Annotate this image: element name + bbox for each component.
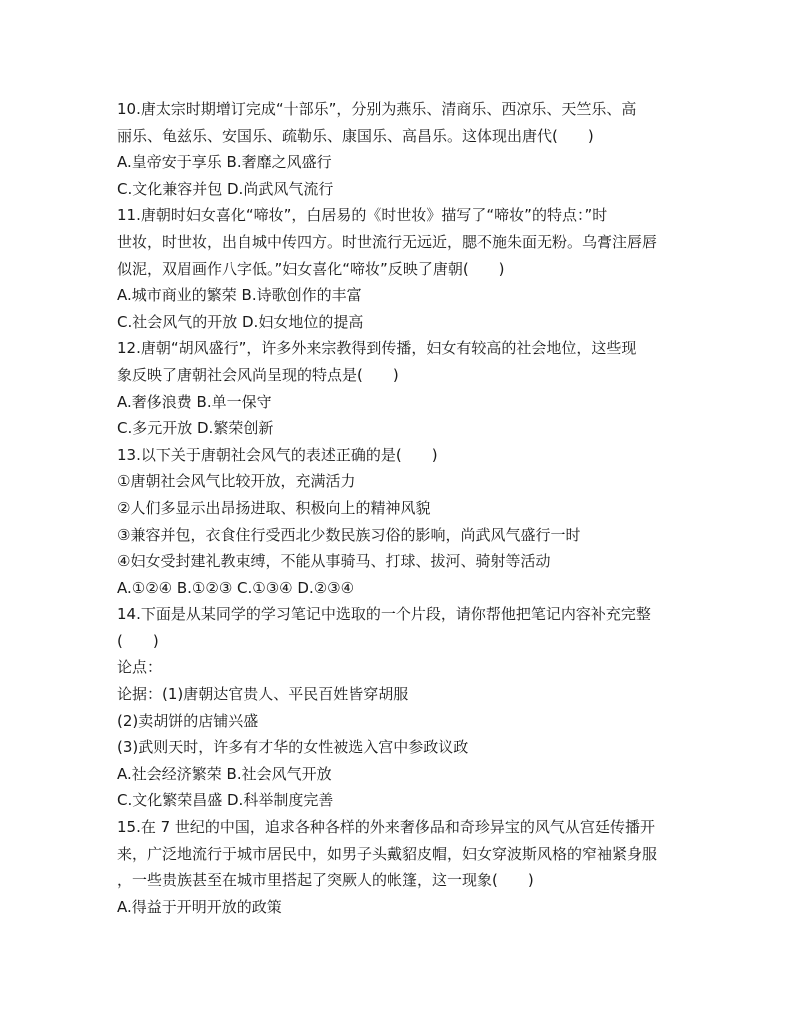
text-line: 13.以下关于唐朝社会风气的表述正确的是( ) (117, 445, 438, 464)
text-line: 似泥，双眉画作八字低。”妇女喜化“啼妆”反映了唐朝( ) (117, 259, 505, 278)
text-line: ④妇女受封建礼教束缚，不能从事骑马、打球、拔河、骑射等活动 (117, 552, 551, 571)
text-line: 丽乐、龟兹乐、安国乐、疏勒乐、康国乐、高昌乐。这体现出唐代( ) (117, 126, 594, 145)
text-line: (3)武则天时，许多有才华的女性被选入宫中参政议政 (117, 738, 469, 757)
text-line: C.文化繁荣昌盛 D.科举制度完善 (117, 791, 334, 810)
text-line: (2)卖胡饼的店铺兴盛 (117, 711, 259, 730)
document-page (117, 96, 677, 920)
text-line: A.城市商业的繁荣 B.诗歌创作的丰富 (117, 286, 362, 305)
text-line: ①唐朝社会风气比较开放，充满活力 (117, 472, 356, 491)
text-line: 10.唐太宗时期增订完成“十部乐”，分别为燕乐、清商乐、西凉乐、天竺乐、高 (117, 100, 637, 118)
text-line: A.得益于开明开放的政策 (117, 897, 282, 916)
text-line: 15.在 7 世纪的中国，追求各种各样的外来奢侈品和奇珍异宝的风气从宫廷传播开 (117, 818, 655, 837)
text-line: A.社会经济繁荣 B.社会风气开放 (117, 764, 332, 783)
text-line: C.社会风气的开放 D.妇女地位的提高 (117, 312, 364, 331)
text-line: 14.下面是从某同学的学习笔记中选取的一个片段，请你帮他把笔记内容补充完整 (117, 605, 651, 624)
text-line: 来，广泛地流行于城市居民中，如男子头戴貂皮帽，妇女穿波斯风格的窄袖紧身服 (117, 844, 658, 863)
text-line: ③兼容并包，衣食住行受西北少数民族习俗的影响，尚武风气盛行一时 (117, 525, 581, 544)
text-line: 11.唐朝时妇女喜化“啼妆”，白居易的《时世妆》描写了“啼妆”的特点：”时 (117, 206, 608, 225)
text-line: 论点： (117, 658, 163, 677)
text-line: A.奢侈浪费 B.单一保守 (117, 392, 272, 411)
text-line: A.皇帝安于享乐 B.奢靡之风盛行 (117, 153, 332, 172)
text-line: C.多元开放 D.繁荣创新 (117, 419, 274, 438)
text-line: 世妆，时世妆，出自城中传四方。时世流行无远近，腮不施朱面无粉。乌膏注唇唇 (117, 232, 658, 251)
text-line: ( ) (117, 631, 159, 650)
text-line: A.①②④ B.①②③ C.①③④ D.②③④ (117, 578, 355, 597)
text-line: 象反映了唐朝社会风尚呈现的特点是( ) (117, 365, 399, 384)
text-line: 12.唐朝“胡风盛行”，许多外来宗教得到传播，妇女有较高的社会地位，这些现 (117, 339, 637, 358)
text-line: ②人们多显示出昂扬进取、积极向上的精神风貌 (117, 498, 431, 517)
text-line: 论据：(1)唐朝达官贵人、平民百姓皆穿胡服 (117, 685, 409, 704)
text-line: C.文化兼容并包 D.尚武风气流行 (117, 179, 334, 198)
text-line: ，一些贵族甚至在城市里搭起了突厥人的帐篷，这一现象( ) (117, 871, 534, 890)
